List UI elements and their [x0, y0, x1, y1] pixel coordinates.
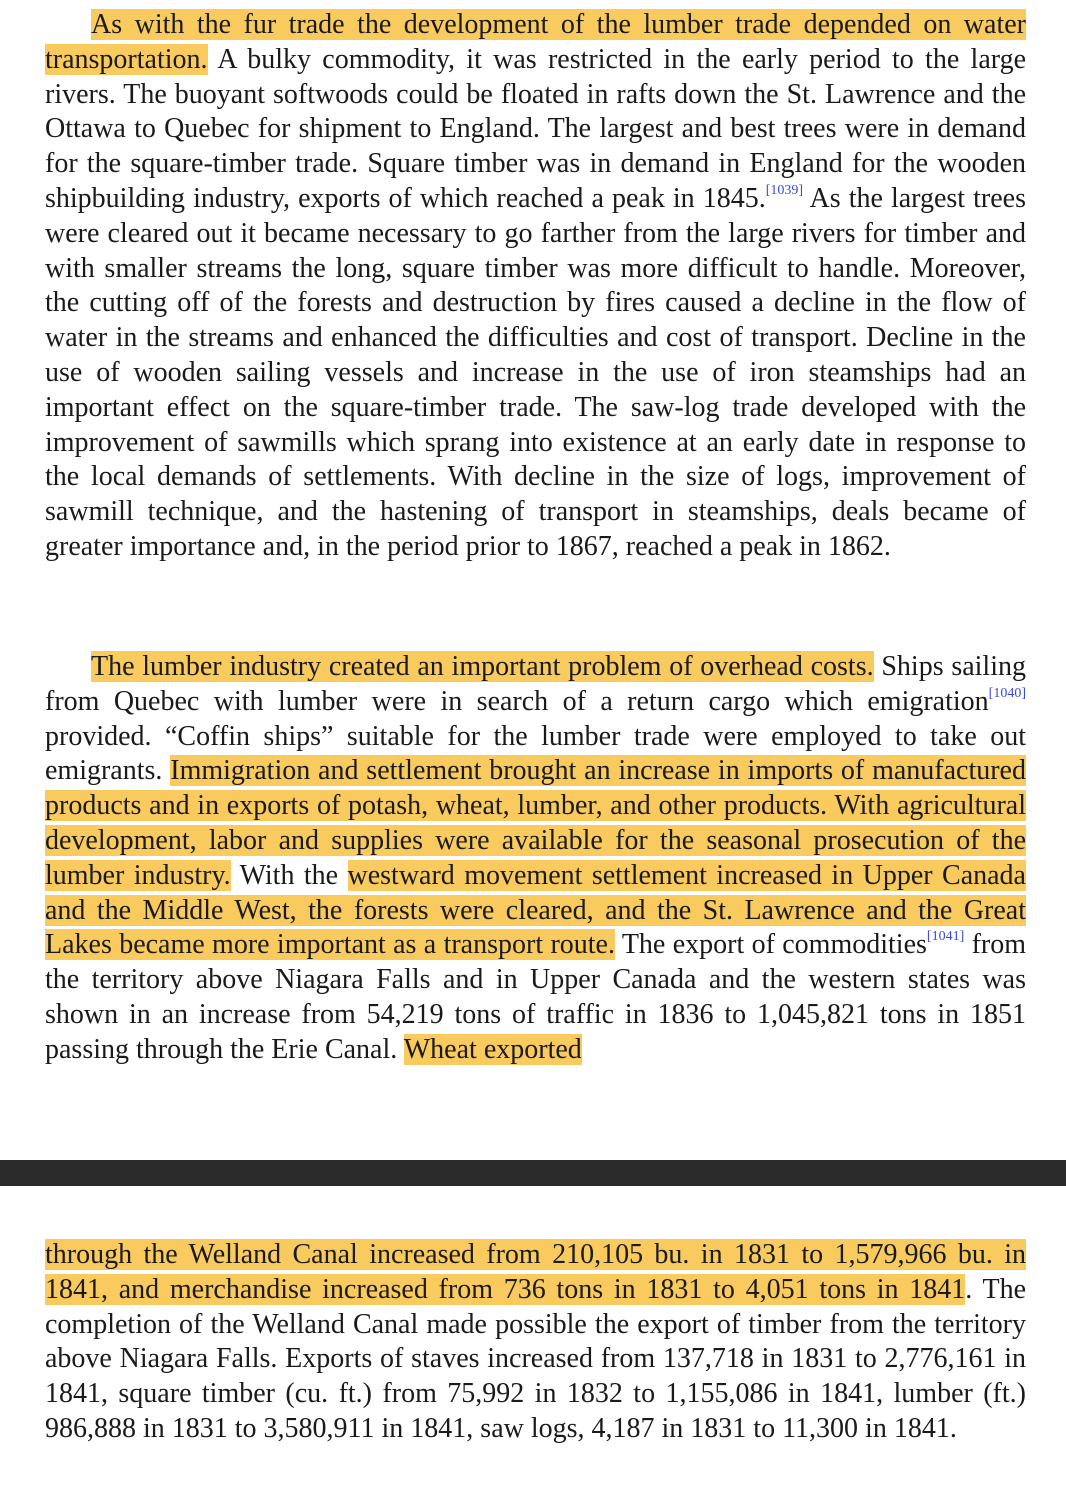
footnote-ref-1039[interactable]: [1039]	[765, 182, 804, 198]
footnote-ref-1040[interactable]: [1040]	[988, 685, 1026, 701]
body-text: With the	[230, 859, 348, 891]
paragraph-lumber-water-transport	[45, 8, 1026, 565]
body-text: As the largest trees were cleared out it became necessary to go farther from the large rivers for timber and with smaller streams the long, square timber was more difficult to handle. Moreover, the cutting off of the forests and destruction by fires caused a decline in the flow of water in the streams and enhanced the difficulties and cost of transport. Decline in the use of wooden sailing vessels and increase in the use of iron steamships had an important effect on the square-timber trade. The saw-log trade developed with the improvement of sawmills which sprang into existence at an early date in response to the local demands of settlements. With decline in the size of logs, improvement of sawmill technique, and the hastening of transport in steamships, deals became of greater importance and, in the period prior to 1867, reached a peak in 1862.	[45, 182, 1026, 562]
body-text: provided. “Coffin ships” suitable for the lumber trade were employed to take out emigrants.	[45, 720, 1026, 787]
body-text: The export of commodities	[614, 929, 927, 961]
page-separator	[0, 1160, 1066, 1186]
paragraph-overhead-costs	[45, 650, 1026, 1068]
body-text: Ships sailing from Quebec with lumber were in search of a return cargo which emigration	[45, 651, 1026, 717]
highlight[interactable]: through the Welland Canal increased from 210,105 bu. in 1831 to 1,579,966 bu. in 1841, and merchandise increased from 736 tons in 1831 to 4,051 tons in 1841	[45, 1239, 1026, 1305]
paragraph-welland-canal	[45, 1238, 1026, 1447]
body-text: from the territory above Niagara Falls and in Upper Canada and the western states was shown in an increase from 54,219 tons of traffic in 1836 to 1,045,821 tons in 1851 passing through the Erie Canal.	[45, 929, 1027, 1065]
footnote-ref-1041[interactable]: [1041]	[926, 929, 965, 945]
highlight[interactable]: As with the fur trade the development of the lumber trade depended on water transportation.	[45, 9, 1026, 75]
body-text: A bulky commodity, it was restricted in the early period to the large rivers. The buoyant softwoods could be floated in rafts down the St. Lawrence and the Ottawa to Quebec for shipment to England. The largest and best trees were in demand for the square-timber trade. Square timber was in demand in England for the wooden shipbuilding industry, exports of which reached a peak in 1845.	[45, 43, 1026, 214]
highlight[interactable]: The lumber industry created an important problem of overhead costs.	[91, 651, 874, 682]
highlight[interactable]: Wheat exported	[403, 1033, 582, 1065]
highlight[interactable]: Immigration and settlement brought an increase in imports of manufactured products and in exports of potash, wheat, lumber, and other products. With agricultural development, labor and supplies were available for the seasonal prosecution of the lumber industry.	[45, 755, 1026, 891]
body-text: . The completion of the Welland Canal made possible the export of timber from the territory above Niagara Falls. Exports of staves increased from 137,718 in 1831 to 2,776,161 in 1841, square timber (cu. ft.) from 75,992 in 1832 to 1,155,086 in 1841, lumber (ft.) 986,888 in 1831 to 3,580,911 in 1841, saw logs, 4,187 in 1831 to 11,300 in 1841.	[45, 1273, 1027, 1444]
highlight[interactable]: westward movement settlement increased in Upper Canada and the Middle West, the forests were cleared, and the St. Lawrence and the Great Lakes became more important as a transport route.	[45, 859, 1026, 961]
